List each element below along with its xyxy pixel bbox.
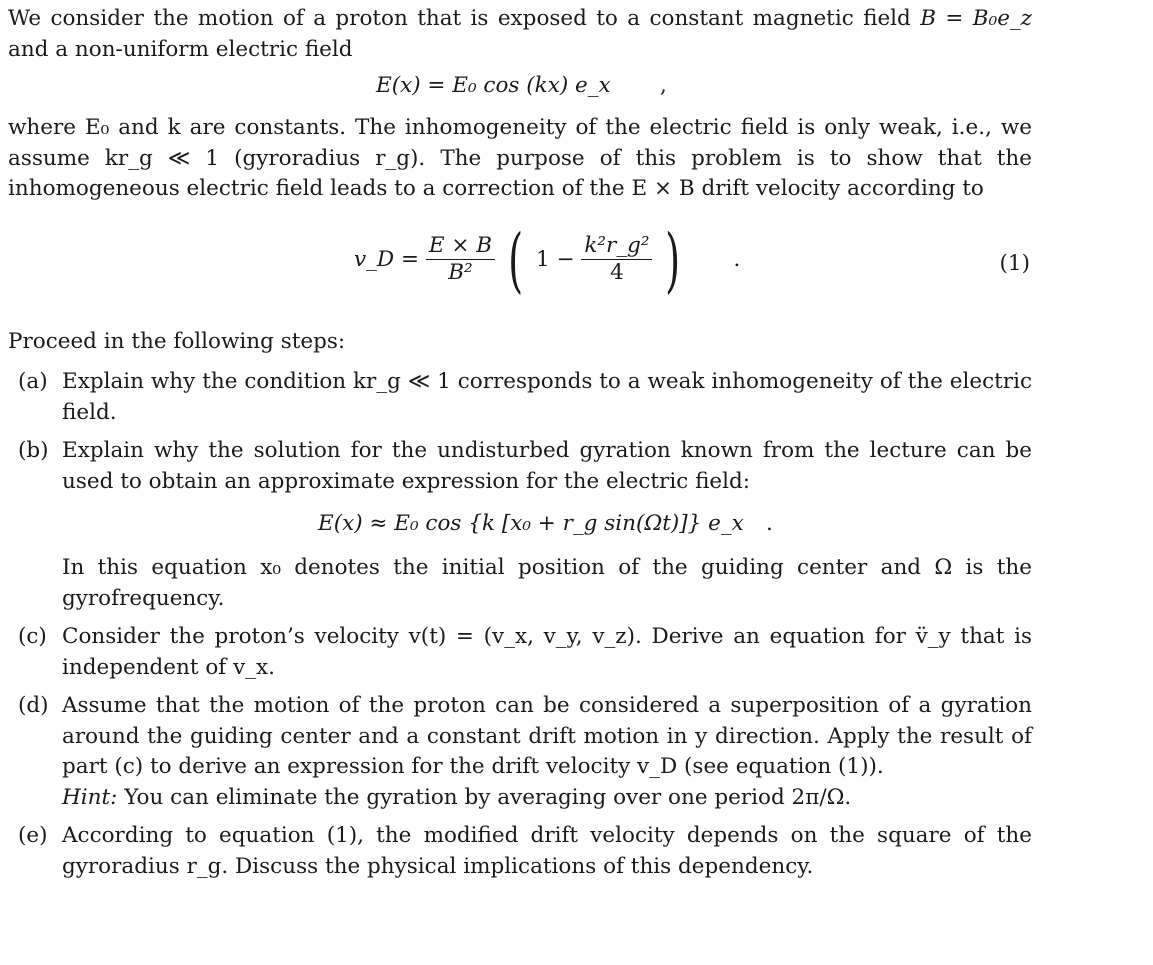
- step-b: [8, 436, 1032, 614]
- intro-paragraph: [8, 4, 1032, 65]
- exb-denominator: B²: [448, 260, 473, 285]
- step-text: According to equation (1), the modified drift velocity depends on the square of the gyroradius r_g. Discuss the physical implications of this dependency.: [62, 823, 1032, 879]
- step-c: [8, 622, 1032, 683]
- steps-list: [8, 367, 1032, 882]
- correction-denominator: 4: [610, 260, 624, 285]
- step-b-note: In this equation x₀ denotes the initial position of the guiding center and Ω is the gyrofrequency.: [62, 555, 1032, 611]
- step-text: Explain why the condition kr_g ≪ 1 corresponds to a weak inhomogeneity of the electric field.: [62, 369, 1032, 425]
- exb-numerator: E × B: [426, 233, 495, 260]
- step-text: Explain why the solution for the undisturbed gyration known from the lecture can be used to obtain an approximate expression for the electric field:: [62, 438, 1032, 494]
- drift-dot: .: [733, 246, 741, 272]
- electric-field-comma: ,: [660, 73, 667, 98]
- drift-formula: [354, 218, 741, 301]
- hint-line: [62, 783, 1032, 814]
- proceed-line: Proceed in the following steps:: [8, 328, 346, 354]
- approx-field-dot: .: [766, 511, 773, 536]
- hint-text: You can eliminate the gyration by averaging over one period 2π/Ω.: [124, 784, 852, 810]
- exb-fraction: [426, 233, 495, 286]
- step-label: (d): [18, 693, 49, 718]
- intro-text-end: and a non-uniform electric field: [8, 36, 353, 62]
- hint-label: Hint:: [62, 784, 118, 810]
- approx-field-equation: [62, 509, 1032, 539]
- step-label: (e): [18, 823, 48, 848]
- step-label: (c): [18, 624, 47, 649]
- correction-fraction: [581, 233, 652, 286]
- drift-velocity-equation: [8, 219, 1032, 311]
- magnetic-field-expr: B = B₀e_z: [920, 6, 1033, 31]
- step-text: Assume that the motion of the proton can be considered a superposition of a gyration around the guiding center and a constant drift motion in y direction. Apply the result of part (c) to derive an expression for the drift velocity v_D (see equation (1)).: [62, 693, 1032, 779]
- step-label: (a): [18, 369, 48, 394]
- intro-text-start: We consider the motion of a proton that is exposed to a constant magnetic field: [8, 6, 921, 31]
- electric-field-equation: [8, 71, 1032, 101]
- step-d: [8, 691, 1032, 813]
- step-label: (b): [18, 438, 49, 463]
- approx-field-expr: E(x) ≈ E₀ cos {k [x₀ + r_g sin(Ωt)]} e_x: [318, 511, 744, 536]
- right-paren: ): [665, 218, 681, 301]
- left-paren: (: [508, 218, 524, 301]
- assumption-paragraph: where E₀ and k are constants. The inhomogeneity of the electric field is only weak, i.e., we assume kr_g ≪ 1 (gyroradius r_g). The purpose of this problem is to show that the inhomogeneous electric field leads to a correction of the E × B drift velocity according to: [8, 115, 1032, 201]
- drift-lhs: v_D =: [354, 246, 419, 272]
- one-minus: 1 −: [536, 246, 575, 272]
- step-e: [8, 821, 1032, 882]
- problem-sheet: [8, 4, 1032, 890]
- correction-numerator: k²r_g²: [581, 233, 652, 260]
- step-text: Consider the proton’s velocity v(t) = (v_x, v_y, v_z). Derive an equation for v̈_y that is independent of v_x.: [62, 624, 1032, 680]
- step-a: [8, 367, 1032, 428]
- electric-field-expr: E(x) = E₀ cos (kx) e_x: [376, 73, 611, 98]
- equation-number: (1): [999, 250, 1030, 276]
